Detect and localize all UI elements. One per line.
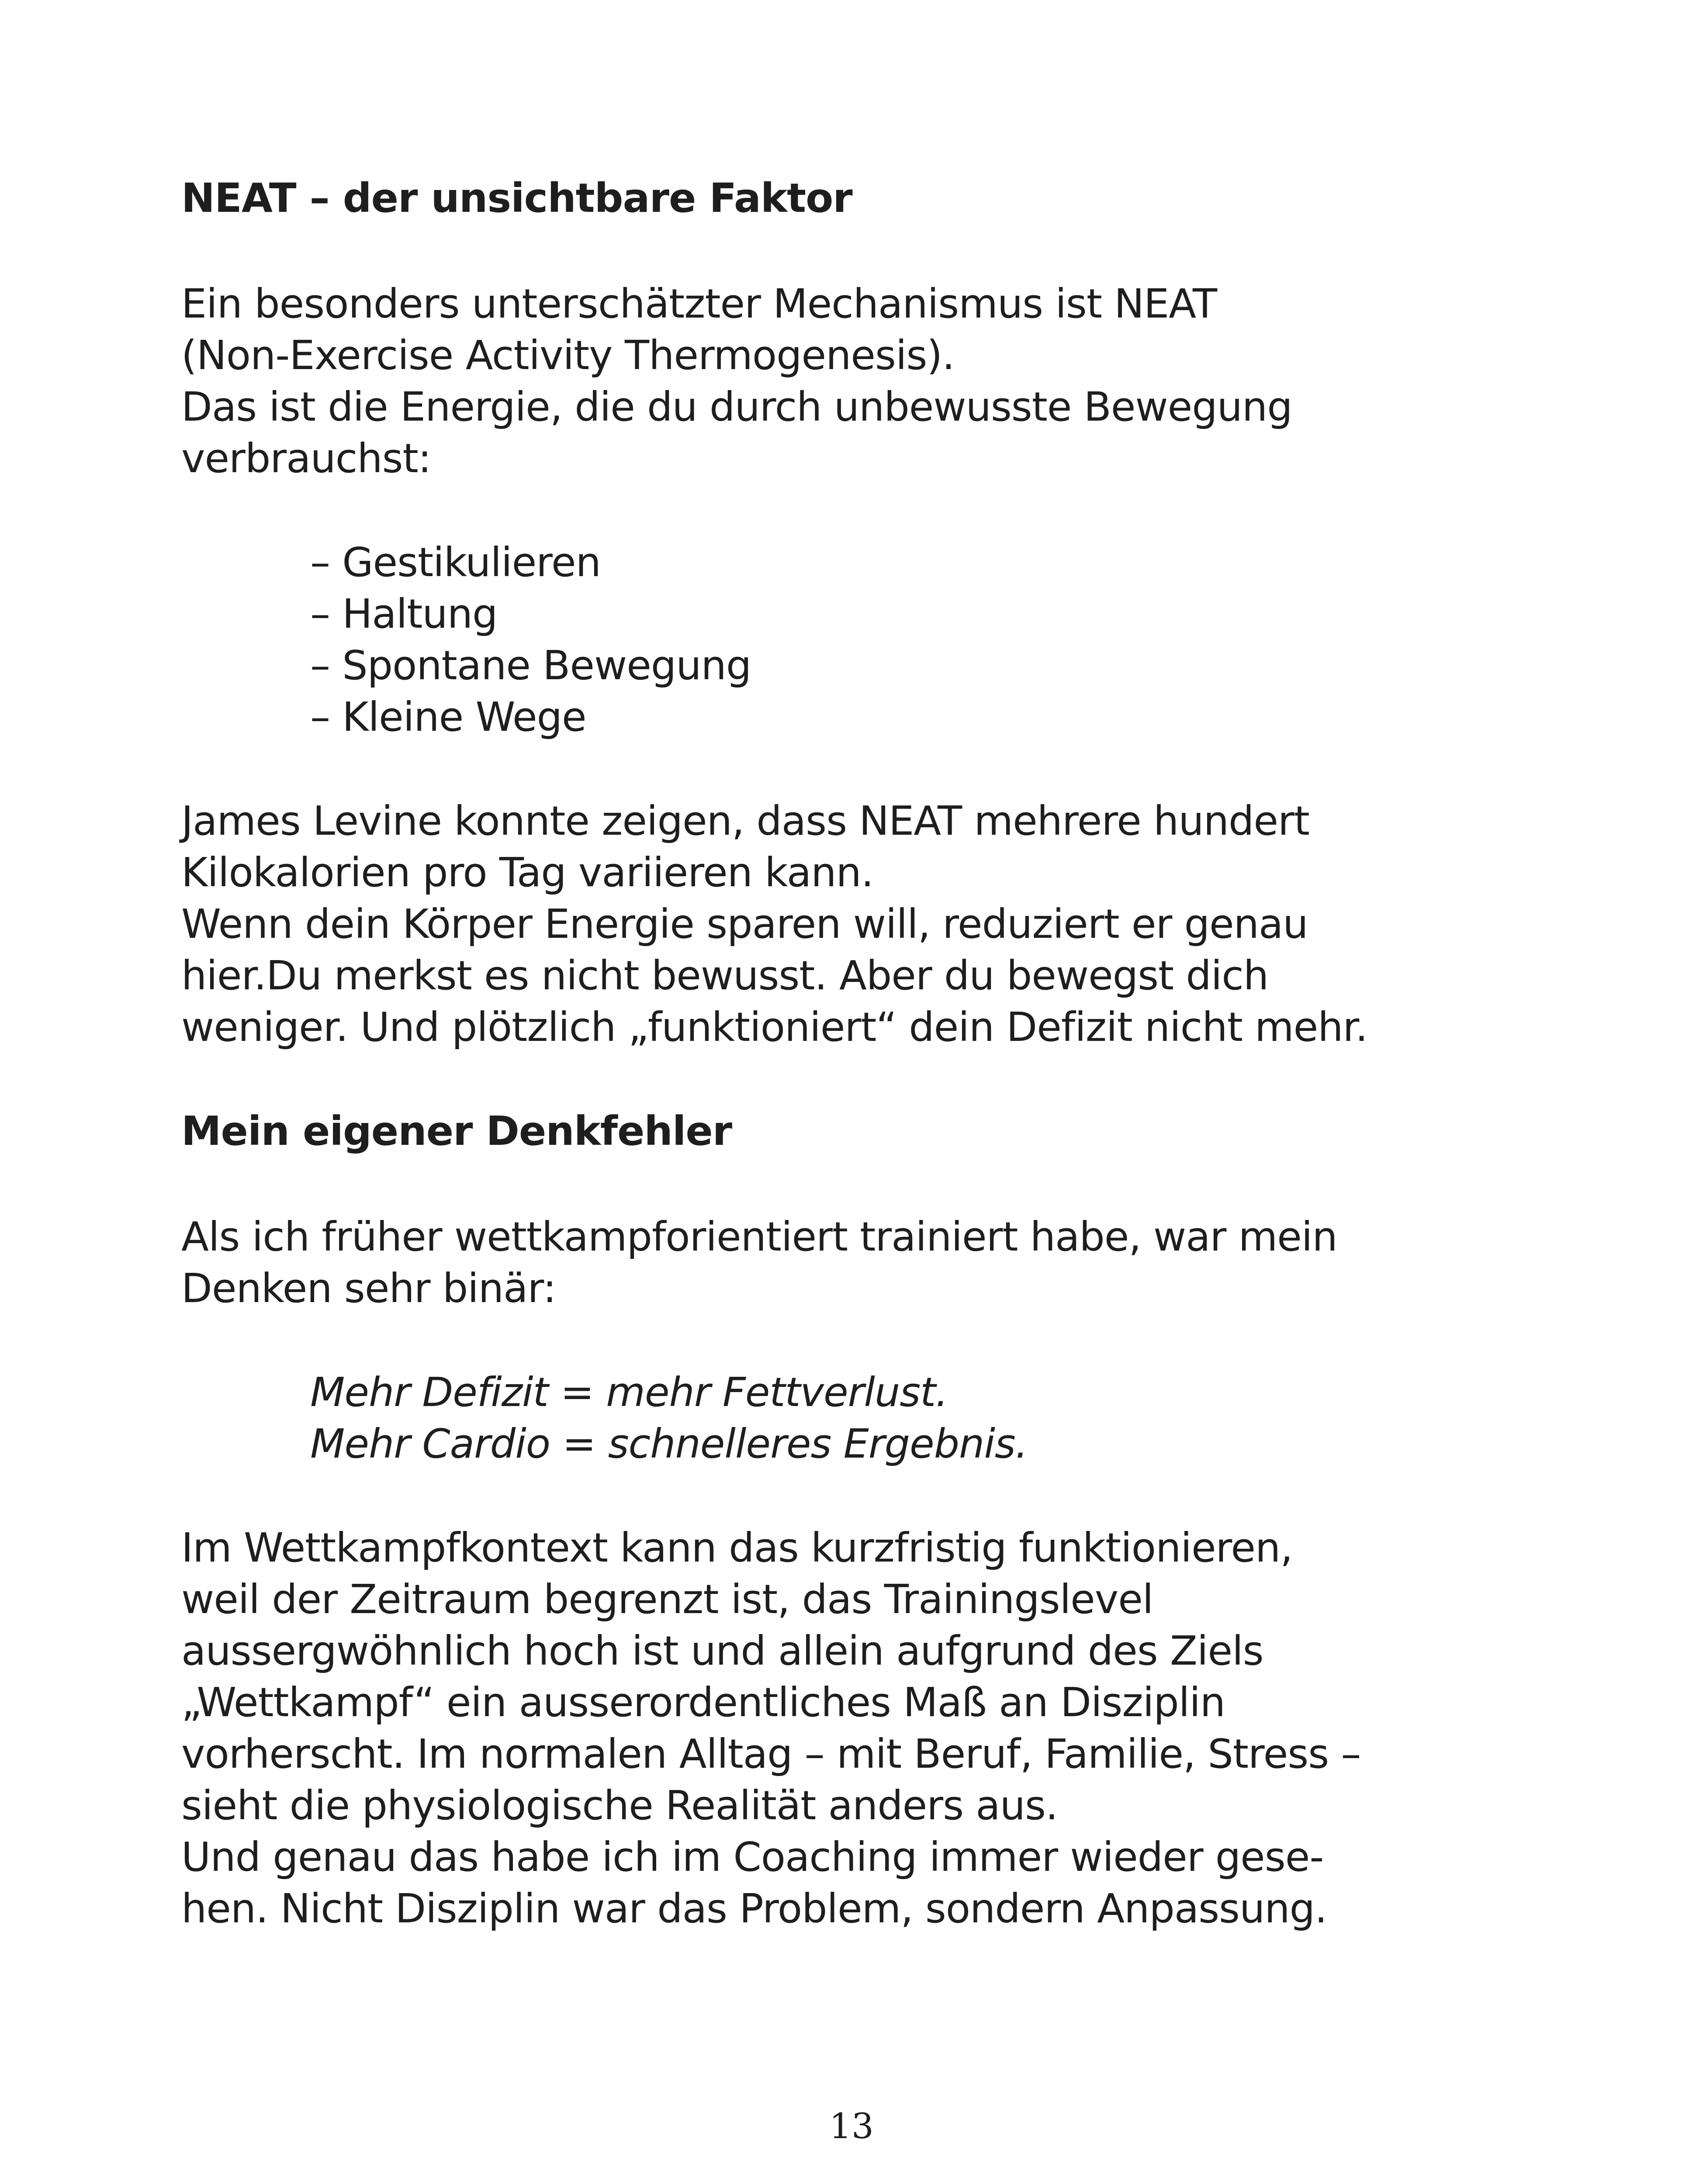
- text-line: Ein besonders unterschätzter Mechanismus ist NEAT: [181, 280, 1217, 327]
- text-line: Mehr Cardio = schnelleres Ergebnis.: [310, 1420, 1028, 1467]
- list-item: – Kleine Wege: [310, 694, 586, 740]
- spacer: [181, 1314, 1544, 1367]
- spacer: [181, 224, 1544, 278]
- list-item: – Gestikulieren: [310, 539, 601, 586]
- spacer: [181, 1470, 1544, 1522]
- text-line: weil der Zeitraum begrenzt ist, das Trainingslevel: [181, 1576, 1153, 1623]
- spacer: [181, 484, 1544, 537]
- text-line: Als ich früher wettkampforientiert trainiert habe, war mein: [181, 1213, 1337, 1260]
- text-line: vorherscht. Im normalen Alltag – mit Beruf, Familie, Stress –: [181, 1731, 1361, 1777]
- text-line: Wenn dein Körper Energie sparen will, reduziert er genau: [181, 901, 1308, 947]
- text-line: Das ist die Energie, die du durch unbewusste Bewegung: [181, 384, 1292, 430]
- text-line: aussergwöhnlich hoch ist und allein aufgrund des Ziels: [181, 1628, 1263, 1674]
- paragraph-wettkampf: [181, 1522, 1544, 1935]
- text-line: hier.Du merkst es nicht bewusst. Aber du bewegst dich: [181, 952, 1269, 999]
- spacer: [181, 1053, 1544, 1106]
- text-line: Denken sehr binär:: [181, 1265, 556, 1312]
- text-line: (Non-Exercise Activity Thermogenesis).: [181, 332, 955, 379]
- text-line: „Wettkampf“ ein ausserordentliches Maß an Disziplin: [181, 1679, 1225, 1726]
- page-content: [181, 173, 1544, 1935]
- list-item: – Spontane Bewegung: [310, 642, 751, 689]
- paragraph-neat-intro: [181, 278, 1544, 484]
- spacer: [181, 1157, 1544, 1211]
- text-line: James Levine konnte zeigen, dass NEAT mehrere hundert: [181, 798, 1309, 844]
- spacer: [181, 743, 1544, 795]
- text-line: verbrauchst:: [181, 435, 431, 482]
- neat-activity-list: [181, 537, 1544, 743]
- text-line: Kilokalorien pro Tag variieren kann.: [181, 849, 874, 896]
- page-number: 13: [829, 2106, 874, 2146]
- section-heading-neat: NEAT – der unsichtbare Faktor: [181, 175, 852, 221]
- text-line: Mehr Defizit = mehr Fettverlust.: [310, 1369, 948, 1416]
- text-line: sieht die physiologische Realität anders aus.: [181, 1782, 1058, 1829]
- text-line: Und genau das habe ich im Coaching immer wieder gese-: [181, 1834, 1324, 1880]
- section-heading-denkfehler: Mein eigener Denkfehler: [181, 1108, 732, 1154]
- text-line: weniger. Und plötzlich „funktioniert“ dein Defizit nicht mehr.: [181, 1004, 1368, 1051]
- text-line: Im Wettkampfkontext kann das kurzfristig funktionieren,: [181, 1524, 1293, 1571]
- text-line: hen. Nicht Disziplin war das Problem, sondern Anpassung.: [181, 1885, 1327, 1932]
- paragraph-denkfehler-intro: [181, 1211, 1544, 1314]
- list-item: – Haltung: [310, 591, 498, 637]
- paragraph-neat-levine: [181, 795, 1544, 1053]
- italic-equations: [181, 1367, 1544, 1470]
